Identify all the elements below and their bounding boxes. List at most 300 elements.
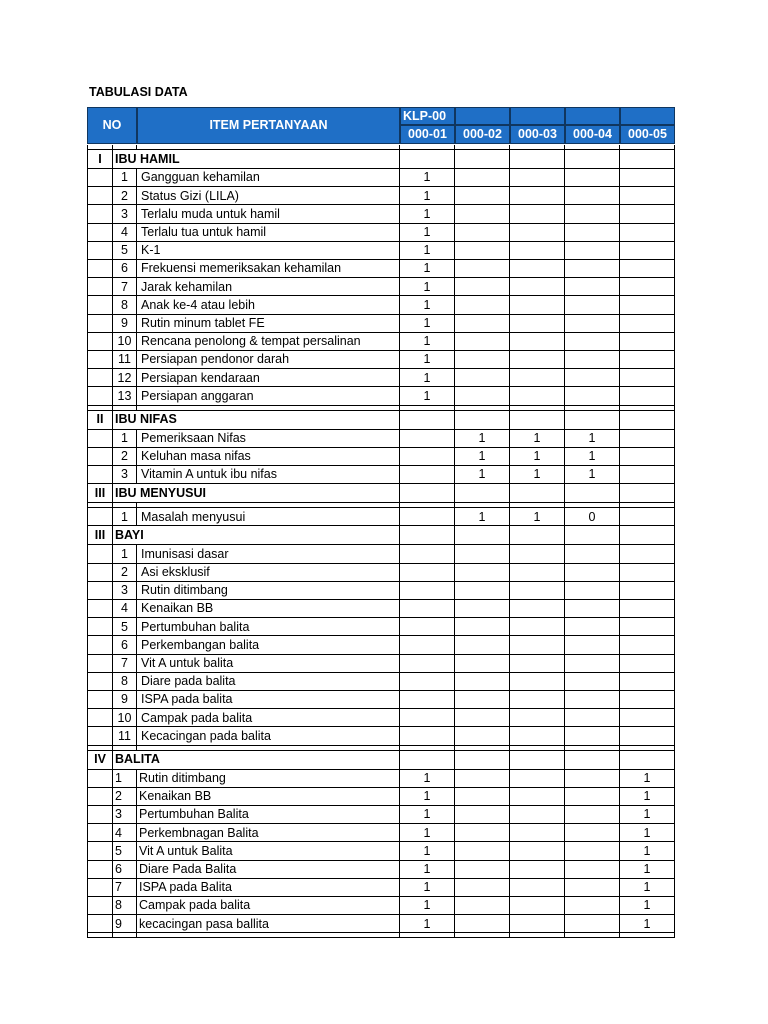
section-value-cell xyxy=(565,484,620,503)
row-item: Campak pada balita xyxy=(137,897,400,915)
row-value xyxy=(565,709,620,727)
row-value xyxy=(455,788,510,806)
row-item: Masalah menyusui xyxy=(137,508,400,526)
row-value xyxy=(455,187,510,205)
row-value xyxy=(565,691,620,709)
row-margin xyxy=(87,315,113,333)
row-number: 10 xyxy=(113,333,137,351)
row-item: Rutin minum tablet FE xyxy=(137,315,400,333)
section-value-cell xyxy=(455,484,510,503)
section-value-cell xyxy=(510,526,565,545)
row-value: 1 xyxy=(620,842,675,860)
row-margin xyxy=(87,369,113,387)
row-value xyxy=(565,842,620,860)
header-column-000-02: 000-02 xyxy=(455,125,510,144)
row-item: K-1 xyxy=(137,242,400,260)
section-value-cell xyxy=(565,526,620,545)
row-number: 2 xyxy=(113,448,137,466)
row-value: 1 xyxy=(400,770,455,788)
row-value xyxy=(565,387,620,405)
row-value xyxy=(510,673,565,691)
row-value xyxy=(510,242,565,260)
row-margin xyxy=(87,187,113,205)
row-value xyxy=(455,333,510,351)
row-value xyxy=(565,727,620,745)
row-number: 4 xyxy=(113,600,137,618)
spacer-cell xyxy=(565,933,620,938)
row-value xyxy=(455,727,510,745)
row-margin xyxy=(87,508,113,526)
row-value xyxy=(400,448,455,466)
row-item: Vit A untuk balita xyxy=(137,655,400,673)
row-value xyxy=(510,618,565,636)
row-value: 1 xyxy=(400,242,455,260)
row-value: 1 xyxy=(400,333,455,351)
row-number: 1 xyxy=(113,508,137,526)
row-value: 1 xyxy=(400,351,455,369)
section-value-cell xyxy=(620,150,675,169)
row-value xyxy=(620,187,675,205)
row-item: Imunisasi dasar xyxy=(137,545,400,563)
row-value xyxy=(455,224,510,242)
row-item: Anak ke-4 atau lebih xyxy=(137,296,400,314)
row-item: Kenaikan BB xyxy=(137,600,400,618)
row-item: Kecacingan pada balita xyxy=(137,727,400,745)
row-value xyxy=(565,545,620,563)
row-value: 1 xyxy=(565,448,620,466)
row-value: 1 xyxy=(620,788,675,806)
row-value: 1 xyxy=(400,315,455,333)
row-margin xyxy=(87,448,113,466)
row-number: 11 xyxy=(113,727,137,745)
row-item: Perkembnagan Balita xyxy=(137,824,400,842)
row-value: 1 xyxy=(400,260,455,278)
row-value xyxy=(455,655,510,673)
row-value xyxy=(400,709,455,727)
row-value: 1 xyxy=(455,430,510,448)
section-value-cell xyxy=(620,526,675,545)
row-value xyxy=(455,915,510,933)
row-value xyxy=(565,636,620,654)
section-value-cell xyxy=(400,411,455,430)
row-value xyxy=(565,897,620,915)
header-blank-cell xyxy=(565,107,620,125)
section-value-cell xyxy=(455,526,510,545)
header-blank-cell xyxy=(620,107,675,125)
row-value: 1 xyxy=(620,879,675,897)
row-value xyxy=(455,618,510,636)
row-value xyxy=(565,582,620,600)
row-value xyxy=(620,709,675,727)
row-value: 1 xyxy=(620,806,675,824)
section-title: IBU NIFAS xyxy=(113,411,400,430)
row-value xyxy=(455,806,510,824)
row-value xyxy=(510,260,565,278)
row-value: 1 xyxy=(400,915,455,933)
data-table xyxy=(87,107,675,943)
row-margin xyxy=(87,387,113,405)
row-number: 2 xyxy=(113,788,137,806)
row-value xyxy=(565,806,620,824)
row-value xyxy=(510,387,565,405)
row-value xyxy=(565,205,620,223)
spacer-cell xyxy=(113,933,137,938)
row-value xyxy=(455,824,510,842)
row-value xyxy=(455,770,510,788)
row-number: 7 xyxy=(113,655,137,673)
row-item: Terlalu muda untuk hamil xyxy=(137,205,400,223)
row-value: 1 xyxy=(620,897,675,915)
row-number: 9 xyxy=(113,315,137,333)
row-value xyxy=(400,582,455,600)
row-item: Pertumbuhan balita xyxy=(137,618,400,636)
spacer-cell xyxy=(455,933,510,938)
row-margin xyxy=(87,224,113,242)
row-number: 11 xyxy=(113,351,137,369)
section-number: III xyxy=(87,526,113,545)
row-value xyxy=(455,242,510,260)
row-margin xyxy=(87,770,113,788)
section-value-cell xyxy=(565,411,620,430)
row-number: 4 xyxy=(113,224,137,242)
row-value xyxy=(510,691,565,709)
section-value-cell xyxy=(400,526,455,545)
row-value: 1 xyxy=(400,369,455,387)
row-value xyxy=(565,788,620,806)
row-value xyxy=(455,205,510,223)
section-value-cell xyxy=(455,751,510,770)
row-margin xyxy=(87,333,113,351)
row-value xyxy=(400,600,455,618)
spacer-cell xyxy=(620,933,675,938)
page-title: TABULASI DATA xyxy=(89,85,188,99)
row-number: 5 xyxy=(113,618,137,636)
row-number: 13 xyxy=(113,387,137,405)
row-value xyxy=(565,618,620,636)
row-margin xyxy=(87,242,113,260)
row-value xyxy=(565,224,620,242)
row-value xyxy=(510,709,565,727)
row-value xyxy=(510,788,565,806)
row-value xyxy=(455,600,510,618)
row-value: 1 xyxy=(400,205,455,223)
header-column-000-05: 000-05 xyxy=(620,125,675,144)
row-value xyxy=(455,861,510,879)
row-margin xyxy=(87,618,113,636)
header-blank-cell xyxy=(510,107,565,125)
row-value xyxy=(400,691,455,709)
row-item: Asi eksklusif xyxy=(137,564,400,582)
section-number: II xyxy=(87,411,113,430)
row-value: 1 xyxy=(400,879,455,897)
row-value xyxy=(565,824,620,842)
row-number: 5 xyxy=(113,842,137,860)
row-value xyxy=(565,369,620,387)
row-value xyxy=(620,224,675,242)
row-value: 1 xyxy=(400,278,455,296)
row-item: Kenaikan BB xyxy=(137,788,400,806)
row-number: 6 xyxy=(113,636,137,654)
spacer-cell xyxy=(87,933,113,938)
row-value: 1 xyxy=(400,169,455,187)
row-value xyxy=(620,564,675,582)
header-column-000-03: 000-03 xyxy=(510,125,565,144)
row-item: Frekuensi memeriksakan kehamilan xyxy=(137,260,400,278)
row-margin xyxy=(87,842,113,860)
section-value-cell xyxy=(620,484,675,503)
row-number: 1 xyxy=(113,430,137,448)
row-value: 1 xyxy=(400,897,455,915)
section-value-cell xyxy=(510,484,565,503)
row-value xyxy=(400,545,455,563)
row-item: Gangguan kehamilan xyxy=(137,169,400,187)
row-value xyxy=(510,600,565,618)
row-value xyxy=(620,387,675,405)
row-value xyxy=(620,727,675,745)
row-margin xyxy=(87,430,113,448)
row-value xyxy=(400,636,455,654)
row-value xyxy=(565,242,620,260)
row-value xyxy=(510,636,565,654)
row-value xyxy=(400,430,455,448)
row-value xyxy=(565,187,620,205)
row-margin xyxy=(87,655,113,673)
section-title: IBU HAMIL xyxy=(113,150,400,169)
section-number: III xyxy=(87,484,113,503)
row-value: 1 xyxy=(455,508,510,526)
row-value xyxy=(455,673,510,691)
row-value: 1 xyxy=(565,466,620,484)
row-value xyxy=(620,655,675,673)
row-margin xyxy=(87,169,113,187)
row-value xyxy=(455,582,510,600)
row-margin xyxy=(87,861,113,879)
row-number: 3 xyxy=(113,582,137,600)
row-number: 3 xyxy=(113,806,137,824)
row-value: 1 xyxy=(400,296,455,314)
row-number: 6 xyxy=(113,260,137,278)
row-value xyxy=(455,351,510,369)
row-value xyxy=(620,296,675,314)
row-value: 1 xyxy=(400,806,455,824)
row-value xyxy=(400,466,455,484)
row-margin xyxy=(87,582,113,600)
row-margin xyxy=(87,709,113,727)
row-value xyxy=(510,333,565,351)
section-title: IBU MENYUSUI xyxy=(113,484,400,503)
row-margin xyxy=(87,260,113,278)
row-margin xyxy=(87,673,113,691)
row-value xyxy=(565,315,620,333)
row-value xyxy=(510,224,565,242)
row-item: Vit A untuk Balita xyxy=(137,842,400,860)
row-value xyxy=(620,315,675,333)
section-value-cell xyxy=(620,751,675,770)
row-value xyxy=(510,205,565,223)
row-number: 12 xyxy=(113,369,137,387)
row-value xyxy=(620,448,675,466)
row-value xyxy=(510,824,565,842)
row-value xyxy=(455,691,510,709)
row-value xyxy=(455,545,510,563)
row-value xyxy=(510,655,565,673)
row-value xyxy=(400,673,455,691)
header-blank-cell xyxy=(455,107,510,125)
row-value xyxy=(565,351,620,369)
row-value xyxy=(620,466,675,484)
row-margin xyxy=(87,296,113,314)
row-value xyxy=(510,369,565,387)
row-margin xyxy=(87,691,113,709)
row-value xyxy=(620,582,675,600)
row-value xyxy=(620,673,675,691)
row-value xyxy=(510,770,565,788)
spacer-cell xyxy=(137,933,400,938)
header-group: KLP-00 xyxy=(400,107,455,125)
row-number: 6 xyxy=(113,861,137,879)
row-margin xyxy=(87,564,113,582)
row-value xyxy=(565,564,620,582)
row-value xyxy=(620,545,675,563)
row-value xyxy=(565,169,620,187)
row-item: Campak pada balita xyxy=(137,709,400,727)
row-margin xyxy=(87,636,113,654)
row-value xyxy=(620,508,675,526)
row-value: 1 xyxy=(400,387,455,405)
row-value xyxy=(620,369,675,387)
row-margin xyxy=(87,727,113,745)
row-value xyxy=(455,879,510,897)
row-number: 10 xyxy=(113,709,137,727)
row-margin xyxy=(87,915,113,933)
row-value xyxy=(620,260,675,278)
row-value xyxy=(510,351,565,369)
row-value: 1 xyxy=(510,430,565,448)
row-value: 1 xyxy=(400,788,455,806)
row-value xyxy=(620,600,675,618)
row-value xyxy=(510,806,565,824)
section-value-cell xyxy=(620,411,675,430)
spacer-cell xyxy=(510,933,565,938)
row-value: 1 xyxy=(400,842,455,860)
row-item: Rutin ditimbang xyxy=(137,770,400,788)
row-item: Perkembangan balita xyxy=(137,636,400,654)
section-title: BALITA xyxy=(113,751,400,770)
row-value: 1 xyxy=(400,224,455,242)
spacer-cell xyxy=(400,933,455,938)
row-value xyxy=(400,564,455,582)
row-value xyxy=(455,260,510,278)
row-value xyxy=(455,278,510,296)
row-item: Persiapan anggaran xyxy=(137,387,400,405)
row-value xyxy=(455,897,510,915)
row-value xyxy=(620,169,675,187)
row-item: Terlalu tua untuk hamil xyxy=(137,224,400,242)
row-item: ISPA pada Balita xyxy=(137,879,400,897)
row-item: Pemeriksaan Nifas xyxy=(137,430,400,448)
row-value xyxy=(510,861,565,879)
section-value-cell xyxy=(455,150,510,169)
row-number: 8 xyxy=(113,897,137,915)
row-margin xyxy=(87,824,113,842)
row-number: 1 xyxy=(113,545,137,563)
row-number: 4 xyxy=(113,824,137,842)
section-value-cell xyxy=(510,411,565,430)
row-value xyxy=(510,897,565,915)
row-item: Status Gizi (LILA) xyxy=(137,187,400,205)
row-value xyxy=(565,600,620,618)
row-value: 1 xyxy=(620,915,675,933)
row-value xyxy=(620,636,675,654)
row-number: 2 xyxy=(113,564,137,582)
section-value-cell xyxy=(400,150,455,169)
row-value xyxy=(620,691,675,709)
section-number: I xyxy=(87,150,113,169)
row-item: Diare Pada Balita xyxy=(137,861,400,879)
row-number: 1 xyxy=(113,169,137,187)
row-value xyxy=(455,387,510,405)
header-column-000-04: 000-04 xyxy=(565,125,620,144)
row-value xyxy=(620,618,675,636)
row-number: 8 xyxy=(113,673,137,691)
row-item: Persiapan kendaraan xyxy=(137,369,400,387)
header-column-000-01: 000-01 xyxy=(400,125,455,144)
section-value-cell xyxy=(565,150,620,169)
row-value xyxy=(510,842,565,860)
row-number: 3 xyxy=(113,466,137,484)
row-value xyxy=(510,187,565,205)
section-title: BAYI xyxy=(113,526,400,545)
row-value xyxy=(565,296,620,314)
row-value xyxy=(510,315,565,333)
row-value xyxy=(510,727,565,745)
row-value xyxy=(400,508,455,526)
row-item: Rutin ditimbang xyxy=(137,582,400,600)
row-value: 1 xyxy=(510,508,565,526)
row-value xyxy=(565,278,620,296)
row-value xyxy=(565,260,620,278)
section-value-cell xyxy=(510,751,565,770)
row-number: 8 xyxy=(113,296,137,314)
row-value: 1 xyxy=(400,187,455,205)
row-number: 2 xyxy=(113,187,137,205)
row-value xyxy=(565,673,620,691)
row-value xyxy=(400,727,455,745)
row-number: 7 xyxy=(113,879,137,897)
row-margin xyxy=(87,278,113,296)
row-value xyxy=(620,351,675,369)
row-item: Diare pada balita xyxy=(137,673,400,691)
row-value xyxy=(455,709,510,727)
row-value xyxy=(455,369,510,387)
row-item: Persiapan pendonor darah xyxy=(137,351,400,369)
row-value xyxy=(565,770,620,788)
row-value: 1 xyxy=(400,861,455,879)
row-item: ISPA pada balita xyxy=(137,691,400,709)
row-item: Vitamin A untuk ibu nifas xyxy=(137,466,400,484)
row-value xyxy=(565,333,620,351)
row-margin xyxy=(87,788,113,806)
row-value xyxy=(455,315,510,333)
section-value-cell xyxy=(510,150,565,169)
row-margin xyxy=(87,466,113,484)
row-item: kecacingan pasa ballita xyxy=(137,915,400,933)
row-value: 1 xyxy=(620,824,675,842)
row-margin xyxy=(87,600,113,618)
row-value xyxy=(620,242,675,260)
row-value xyxy=(510,545,565,563)
row-value xyxy=(620,205,675,223)
